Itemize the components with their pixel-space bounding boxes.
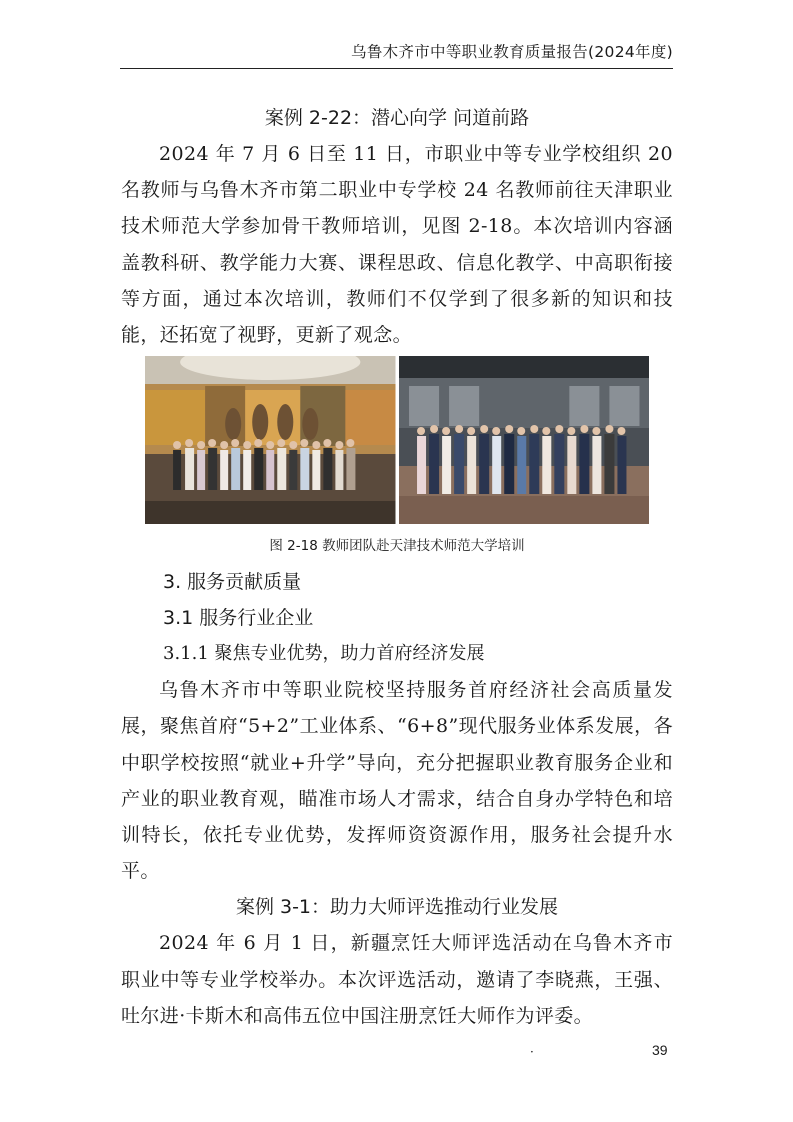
page-header bbox=[120, 38, 673, 69]
group-photo-mural-hall bbox=[145, 356, 396, 524]
case-3-1-title: 案例 3-1：助力大师评选推动行业发展 bbox=[235, 896, 559, 919]
case-2-22-paragraph: 2024 年 7 月 6 日至 11 日，市职业中等专业学校组织 20 名教师与乌鲁木齐市第二职业中专学校 24 名教师前往天津职业技术师范大学参加骨干教师培训，见图 2-18。本次培训内容涵盖教科研、教学能力大赛、课程思政、信息化教学、中高职衔接等方面，通过本次培训，教师们不仅学到了很多新的知识和技能，还拓宽了视野，更新了观念。 bbox=[121, 143, 673, 347]
section-3-heading: 3. 服务贡献质量 bbox=[163, 571, 302, 594]
section-3-1-1-heading: 3.1.1 聚焦专业优势，助力首府经济发展 bbox=[163, 643, 485, 665]
section-3-1-heading: 3.1 服务行业企业 bbox=[163, 607, 314, 630]
group-photo-building-entrance bbox=[399, 356, 650, 524]
figure-caption: 图 2-18 教师团队赴天津技术师范大学培训 bbox=[269, 538, 525, 555]
page-number: 39 bbox=[652, 1042, 668, 1058]
figure-2-18-photos bbox=[145, 356, 649, 524]
case-2-22-title: 案例 2-22：潜心向学 问道前路 bbox=[264, 107, 530, 129]
header-title: 乌鲁木齐市中等职业教育质量报告(2024年度) bbox=[351, 43, 673, 61]
case-3-1-paragraph: 2024 年 6 月 1 日，新疆烹饪大师评选活动在乌鲁木齐市职业中等专业学校举办。本次评选活动，邀请了李晓燕，王强、吐尔进·卡斯木和高伟五位中国注册烹饪大师作为评委。 bbox=[121, 932, 673, 1027]
section-3-1-1-paragraph: 乌鲁木齐市中等职业院校坚持服务首府经济社会高质量发展，聚焦首府“5+2”工业体系、“6+8”现代服务业体系发展，各中职学校按照“就业+升学”导向，充分把握职业教育服务企业和产业的职业教育观，瞄准市场人才需求，结合自身办学特色和培训特长，依托专业优势，发挥师资资源作用，服务社会提升水平。 bbox=[121, 679, 673, 883]
footer-dot: · bbox=[530, 1045, 534, 1059]
page-content bbox=[121, 100, 673, 1034]
